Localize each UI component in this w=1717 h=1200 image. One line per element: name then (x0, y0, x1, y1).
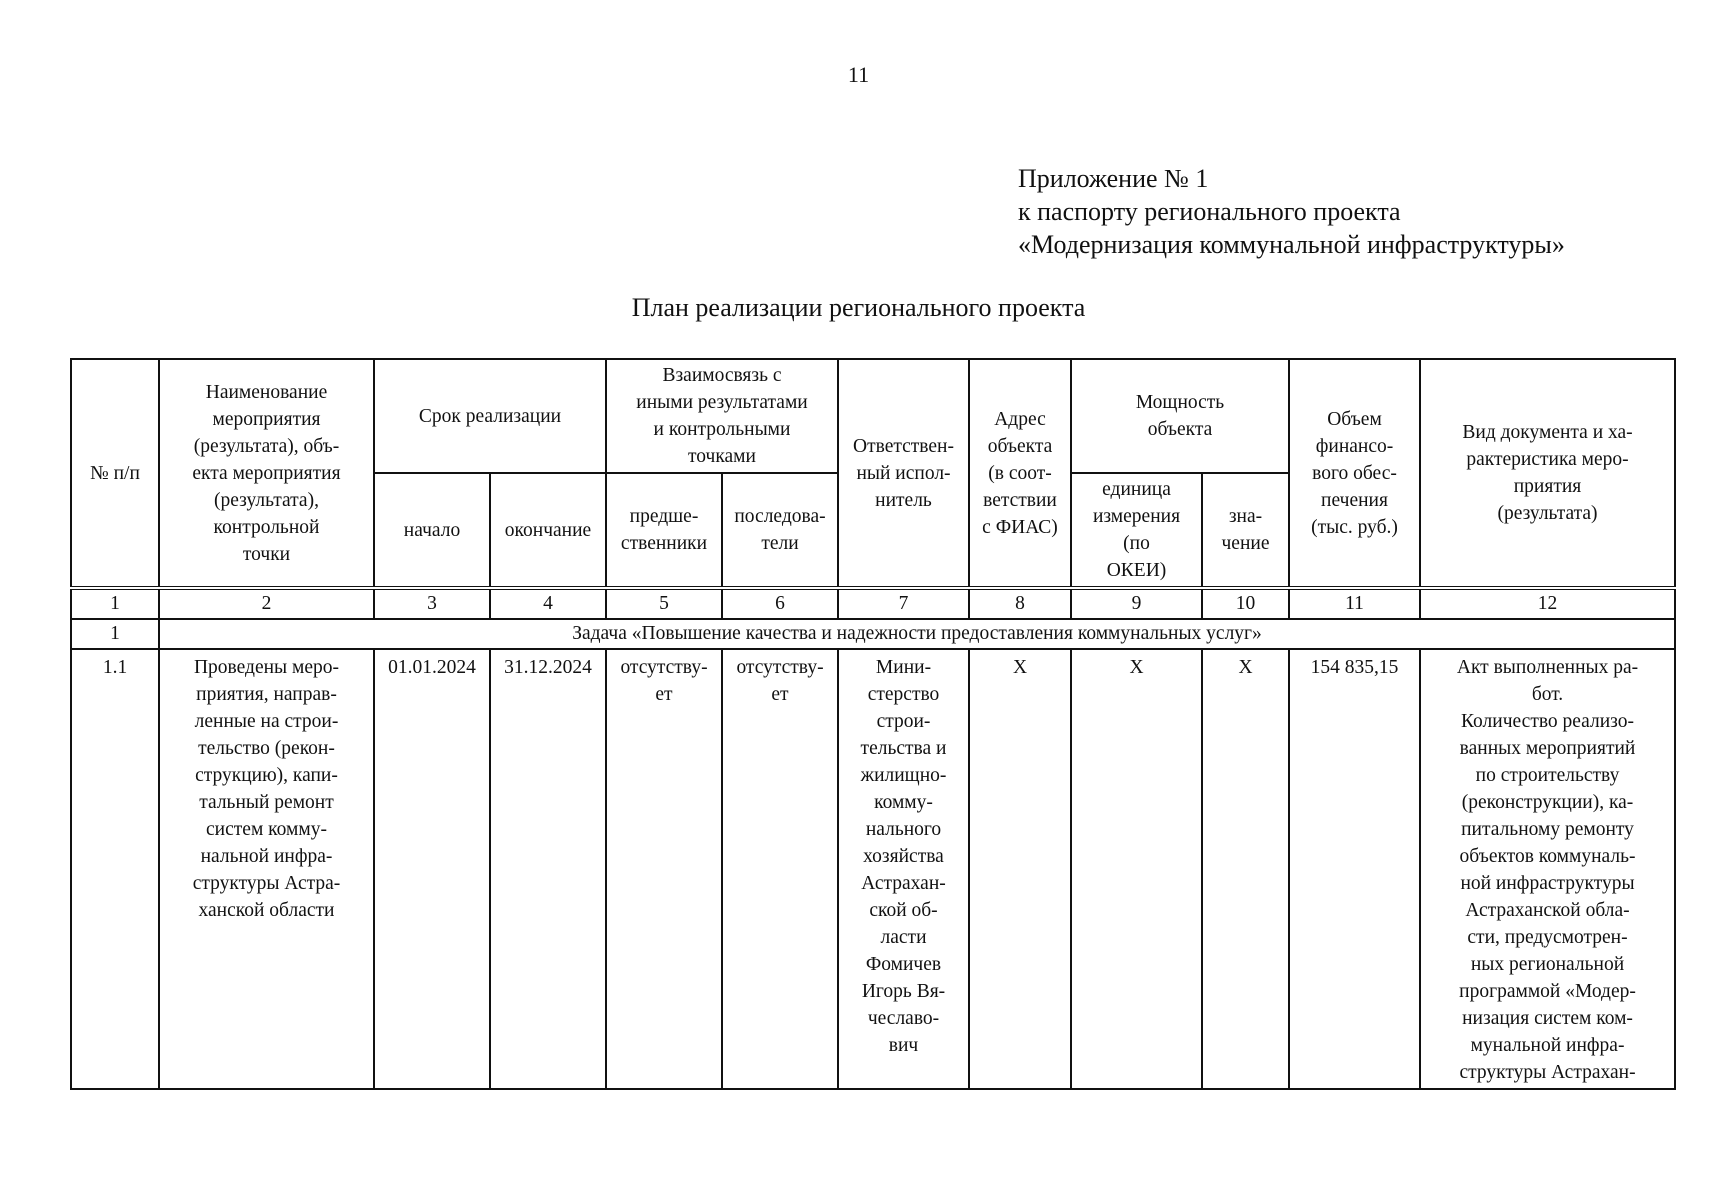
row-start-date: 01.01.2024 (374, 649, 490, 1089)
appendix-line-2: к паспорту регионального проекта (1018, 197, 1401, 226)
column-number: 3 (374, 588, 490, 619)
table-row (71, 649, 1675, 1089)
appendix-note (1018, 162, 1565, 261)
header-successors: последова- тели (722, 473, 838, 588)
column-number: 12 (1420, 588, 1675, 619)
header-capacity: Мощность объекта (1071, 359, 1289, 473)
header-name: Наименование мероприятия (результата), объ- екта мероприятия (результата), контрольной точки (159, 359, 374, 588)
row-capacity-value: X (1202, 649, 1289, 1089)
column-number: 4 (490, 588, 606, 619)
plan-table (70, 358, 1676, 1090)
appendix-line-1: Приложение № 1 (1018, 164, 1209, 193)
row-document: Акт выполненных ра- бот. Количество реализо- ванных мероприятий по строительству (реконструкции), ка- питальному ремонту объектов коммуналь- ной инфраструктуры Астраханской обла- сти, предусмотрен- ных региональной программой «Модер- низация систем ком- мунальной инфра- структуры Астрахан- (1420, 649, 1675, 1089)
column-number: 10 (1202, 588, 1289, 619)
header-capacity-value: зна- чение (1202, 473, 1289, 588)
header-start: начало (374, 473, 490, 588)
task-title: Задача «Повышение качества и надежности предоставления коммунальных услуг» (159, 619, 1675, 649)
appendix-line-3: «Модернизация коммунальной инфраструктуры» (1018, 230, 1565, 259)
row-predecessors: отсутству- ет (606, 649, 722, 1089)
header-address: Адрес объекта (в соот- ветствии с ФИАС) (969, 359, 1071, 588)
row-successors: отсутству- ет (722, 649, 838, 1089)
header-responsible: Ответствен- ный испол- нитель (838, 359, 969, 588)
header-links: Взаимосвязь с иными результатами и контрольными точками (606, 359, 838, 473)
task-row (71, 619, 1675, 649)
row-responsible: Мини- стерство строи- тельства и жилищно- комму- нального хозяйства Астрахан- ской об- ласти Фомичев Игорь Вя- чеславо- вич (838, 649, 969, 1089)
column-number: 2 (159, 588, 374, 619)
page-number: 11 (847, 62, 870, 87)
task-number: 1 (71, 619, 159, 649)
column-number-row (71, 588, 1675, 619)
row-name: Проведены меро- приятия, направ- ленные на строи- тельство (рекон- струкцию), капи- тальный ремонт систем комму- нальной инфра- структуры Астра- ханской области (159, 649, 374, 1089)
row-end-date: 31.12.2024 (490, 649, 606, 1089)
column-number: 9 (1071, 588, 1202, 619)
column-number: 5 (606, 588, 722, 619)
header-end: окончание (490, 473, 606, 588)
header-num: № п/п (71, 359, 159, 588)
column-number: 8 (969, 588, 1071, 619)
header-predecessors: предше- ственники (606, 473, 722, 588)
row-capacity-unit: X (1071, 649, 1202, 1089)
column-number: 7 (838, 588, 969, 619)
header-period: Срок реализации (374, 359, 606, 473)
header-finance: Объем финансо- вого обес- печения (тыс. руб.) (1289, 359, 1420, 588)
column-number: 11 (1289, 588, 1420, 619)
row-address: X (969, 649, 1071, 1089)
column-number: 6 (722, 588, 838, 619)
header-row-1 (71, 359, 1675, 473)
row-finance: 154 835,15 (1289, 649, 1420, 1089)
document-title: План реализации регионального проекта (631, 293, 1086, 322)
row-number: 1.1 (71, 649, 159, 1089)
column-number: 1 (71, 588, 159, 619)
header-document: Вид документа и ха- рактеристика меро- приятия (результата) (1420, 359, 1675, 588)
header-capacity-unit: единица измерения (по ОКЕИ) (1071, 473, 1202, 588)
